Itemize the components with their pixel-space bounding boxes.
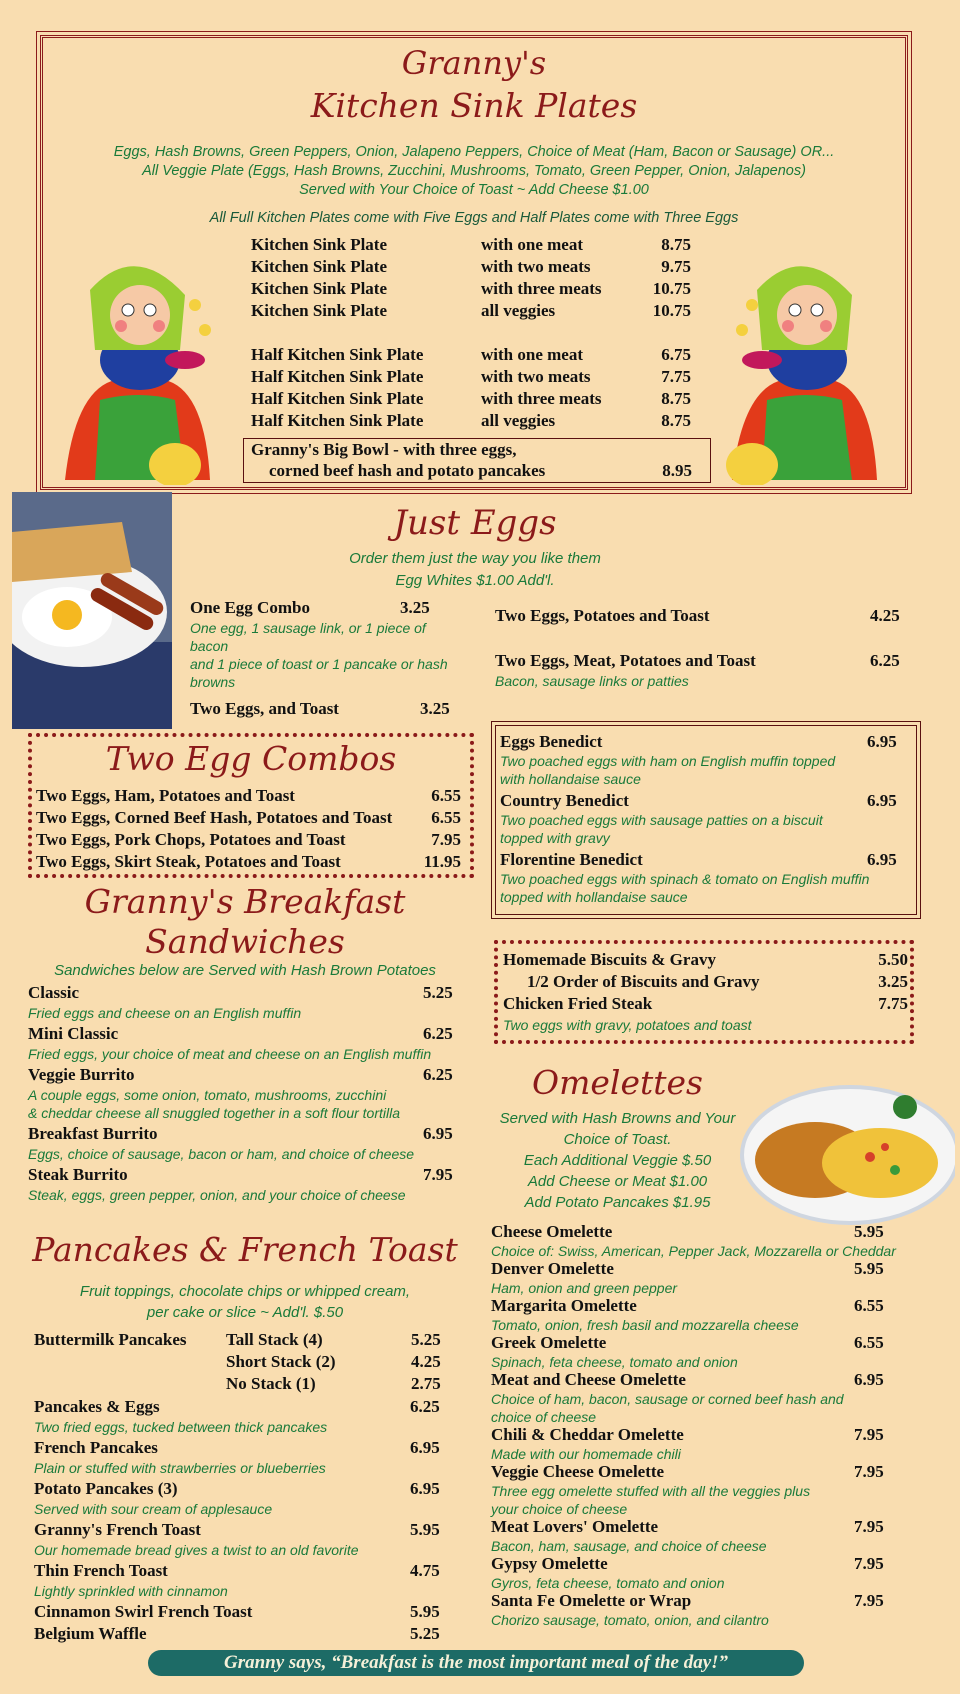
big-bowl-box: [243, 438, 711, 483]
list-item: [28, 1124, 458, 1165]
item-price: 4.75: [410, 1561, 440, 1580]
item-option: with two meats: [481, 257, 591, 276]
item-price: 6.55: [431, 786, 461, 805]
kitchen-title-2: Kitchen Sink Plates: [310, 86, 638, 125]
item-name: Mini Classic: [28, 1024, 119, 1043]
item-name: Kitchen Sink Plate: [251, 235, 388, 254]
item-desc: Lightly sprinkled with cinnamon: [34, 1583, 228, 1599]
item-price: 6.25: [870, 651, 900, 670]
sandwiches-title-2: Sandwiches: [145, 922, 345, 961]
footer-quote: Granny says, “Breakfast is the most important meal of the day!”: [223, 1652, 729, 1673]
item-price: 7.95: [854, 1462, 884, 1481]
list-item: [36, 808, 466, 830]
item-name: Two Eggs, Ham, Potatoes and Toast: [36, 786, 295, 805]
item-price: 3.25: [420, 699, 450, 718]
item-price: 7.95: [854, 1591, 884, 1610]
item-desc: Two poached eggs with ham on English muffin topped: [500, 753, 836, 769]
item-price: 7.75: [878, 994, 908, 1013]
item-name: Half Kitchen Sink Plate: [251, 411, 424, 430]
item-desc: Gyros, feta cheese, tomato and onion: [491, 1575, 725, 1591]
list-item: [491, 1333, 921, 1370]
big-bowl-line-1: Granny's Big Bowl - with three eggs,: [251, 440, 517, 459]
big-bowl-price: 8.95: [662, 461, 692, 480]
item-name: Kitchen Sink Plate: [251, 279, 388, 298]
list-item: [34, 1624, 454, 1646]
two-eggs-potatoes: [495, 606, 905, 627]
item-desc: Two eggs with gravy, potatoes and toast: [503, 1017, 752, 1033]
bottom-strip: [0, 1694, 960, 1705]
item-name: 1/2 Order of Biscuits and Gravy: [527, 972, 760, 991]
item-name: Greek Omelette: [491, 1333, 607, 1352]
item-price: 11.95: [423, 852, 461, 871]
item-name: Buttermilk Pancakes: [34, 1330, 187, 1349]
pancakes-list: [34, 1397, 454, 1646]
item-name: Two Eggs, and Toast: [190, 699, 339, 718]
item-name: Steak Burrito: [28, 1165, 128, 1184]
item-price: 5.95: [410, 1520, 440, 1539]
item-name: Santa Fe Omelette or Wrap: [491, 1591, 692, 1610]
item-desc: A couple eggs, some onion, tomato, mushrooms, zucchini: [28, 1087, 387, 1103]
item-desc: Two fried eggs, tucked between thick pancakes: [34, 1419, 328, 1435]
omelette-photo: [735, 1075, 955, 1225]
kitchen-desc-1: Eggs, Hash Browns, Green Peppers, Onion, Jalapeno Peppers, Choice of Meat (Ham, Bacon or Sausage) OR...: [113, 144, 835, 160]
item-name: Kitchen Sink Plate: [251, 301, 388, 320]
list-item: [34, 1438, 454, 1479]
kitchen-row: [251, 257, 751, 279]
list-item: [28, 983, 458, 1024]
item-name: Two Eggs, Pork Chops, Potatoes and Toast: [36, 830, 346, 849]
list-item: [226, 1330, 456, 1352]
item-desc: Choice of ham, bacon, sausage or corned beef hash and: [491, 1391, 844, 1407]
benedict-box: [491, 721, 921, 919]
omelettes-sub-line: Choice of Toast.: [563, 1131, 672, 1148]
item-price: 6.95: [867, 732, 897, 751]
item-name: Chili & Cheddar Omelette: [491, 1425, 684, 1444]
sandwiches-title-1: Granny's Breakfast: [84, 882, 406, 921]
kitchen-table: [251, 235, 751, 433]
kitchen-row: [251, 235, 751, 257]
two-eggs-meat: [495, 651, 905, 690]
item-name: Half Kitchen Sink Plate: [251, 367, 424, 386]
item-desc: Made with our homemade chili: [491, 1446, 681, 1462]
just-eggs-sub-1: Order them just the way you like them: [349, 550, 601, 567]
list-item: [28, 1024, 458, 1065]
list-item: [491, 1517, 921, 1554]
eggs-bacon-photo: [12, 492, 172, 729]
item-desc: One egg, 1 sausage link, or 1 piece of bacon: [190, 620, 426, 654]
item-price: 6.95: [867, 791, 897, 810]
two-eggs-toast: [190, 699, 460, 720]
benedict-item: [500, 732, 910, 788]
omelettes-sub-line: Add Cheese or Meat $1.00: [527, 1173, 708, 1190]
kitchen-title-1: Granny's: [401, 44, 547, 82]
omelettes-sub-line: Served with Hash Browns and Your: [499, 1110, 736, 1127]
item-name: Eggs Benedict: [500, 732, 603, 751]
item-option: with one meat: [481, 345, 583, 364]
omelettes-title: Omelettes: [532, 1063, 703, 1102]
item-name: Potato Pancakes (3): [34, 1479, 178, 1498]
item-option: all veggies: [481, 411, 556, 430]
item-name: Denver Omelette: [491, 1259, 614, 1278]
item-desc: Eggs, choice of sausage, bacon or ham, and choice of cheese: [28, 1146, 415, 1162]
item-price: 4.25: [411, 1352, 441, 1371]
item-option: with two meats: [481, 367, 591, 386]
one-egg-combo: [190, 598, 460, 691]
kitchen-row: [251, 279, 751, 301]
item-price: 8.75: [661, 411, 691, 430]
list-item: [503, 994, 908, 1016]
item-price: 9.75: [661, 257, 691, 276]
biscuits-list: [503, 950, 908, 1034]
item-name: Half Kitchen Sink Plate: [251, 345, 424, 364]
list-item: [491, 1462, 921, 1517]
biscuits-box: [494, 940, 914, 1044]
list-item: [491, 1370, 921, 1425]
list-item: [34, 1561, 454, 1602]
item-name: Granny's French Toast: [34, 1520, 201, 1539]
item-price: 10.75: [652, 301, 691, 320]
item-price: 7.95: [431, 830, 461, 849]
item-desc: Steak, eggs, green pepper, onion, and your choice of cheese: [28, 1187, 406, 1203]
item-price: 6.25: [423, 1065, 453, 1084]
item-price: 5.25: [411, 1330, 441, 1349]
item-name: French Pancakes: [34, 1438, 158, 1457]
item-price: 4.25: [870, 606, 900, 625]
item-name: Meat and Cheese Omelette: [491, 1370, 686, 1389]
list-item: [226, 1374, 456, 1396]
item-name: Two Eggs, Meat, Potatoes and Toast: [495, 651, 756, 670]
item-desc: Bacon, sausage links or patties: [495, 673, 689, 689]
item-desc: topped with hollandaise sauce: [500, 889, 688, 905]
kitchen-desc-2: All Veggie Plate (Eggs, Hash Browns, Zucchini, Mushrooms, Tomato, Green Pepper, Onion, Jalapenos): [142, 163, 806, 179]
item-price: 10.75: [652, 279, 691, 298]
just-eggs-sub-2: Egg Whites $1.00 Add'l.: [395, 572, 555, 589]
footer-banner: [148, 1650, 804, 1676]
item-price: 6.55: [854, 1333, 884, 1352]
item-price: 6.75: [661, 345, 691, 364]
list-item: [34, 1602, 454, 1624]
item-price: 5.25: [423, 983, 453, 1002]
omelettes-sub-line: Add Potato Pancakes $1.95: [524, 1194, 711, 1211]
item-price: 7.95: [854, 1554, 884, 1573]
kitchen-row: [251, 367, 751, 389]
item-price: 6.25: [410, 1397, 440, 1416]
item-desc: Our homemade bread gives a twist to an old favorite: [34, 1542, 359, 1558]
item-desc: Tomato, onion, fresh basil and mozzarella cheese: [491, 1317, 799, 1333]
item-desc: Chorizo sausage, tomato, onion, and cilantro: [491, 1612, 769, 1628]
item-name: Classic: [28, 983, 79, 1002]
kitchen-desc-4: All Full Kitchen Plates come with Five Eggs and Half Plates come with Three Eggs: [209, 210, 739, 226]
list-item: [36, 830, 466, 852]
pancakes-title: Pancakes & French Toast: [32, 1230, 458, 1269]
combos-list: [36, 786, 466, 874]
item-price: 7.95: [854, 1425, 884, 1444]
item-desc: Two poached eggs with spinach & tomato on English muffin: [500, 871, 870, 887]
list-item: [28, 1165, 458, 1206]
item-price: 6.95: [854, 1370, 884, 1389]
item-name: Half Kitchen Sink Plate: [251, 389, 424, 408]
item-price: 6.55: [431, 808, 461, 827]
item-price: 6.95: [410, 1479, 440, 1498]
item-option: with three meats: [481, 389, 602, 408]
item-desc: topped with gravy: [500, 830, 610, 846]
item-name: Florentine Benedict: [500, 850, 643, 869]
big-bowl-line-2: corned beef hash and potato pancakes: [269, 461, 546, 480]
list-item: [34, 1479, 454, 1520]
item-price: 6.95: [423, 1124, 453, 1143]
sandwiches-list: [28, 983, 458, 1206]
item-name: Thin French Toast: [34, 1561, 168, 1580]
item-price: 5.25: [410, 1624, 440, 1643]
item-price: 8.75: [661, 389, 691, 408]
pancakes-sub-1: Fruit toppings, chocolate chips or whipped cream,: [79, 1283, 411, 1300]
item-name: Margarita Omelette: [491, 1296, 637, 1315]
list-item: [491, 1296, 921, 1333]
two-egg-combos-box: [28, 733, 474, 878]
item-desc: Bacon, ham, sausage, and choice of cheese: [491, 1538, 767, 1554]
pancakes-sub-2: per cake or slice ~ Add'l. $.50: [146, 1304, 344, 1321]
item-desc: & cheddar cheese all snuggled together in a soft flour tortilla: [28, 1105, 401, 1121]
list-item: [34, 1520, 454, 1561]
item-name: Kitchen Sink Plate: [251, 257, 388, 276]
item-name: Short Stack (2): [226, 1352, 336, 1371]
list-item: [36, 786, 466, 808]
item-name: No Stack (1): [226, 1374, 316, 1393]
item-name: Cheese Omelette: [491, 1222, 613, 1241]
sandwiches-sub: Sandwiches below are Served with Hash Brown Potatoes: [54, 962, 436, 979]
buttermilk-pancakes: [34, 1330, 454, 1400]
list-item: [491, 1259, 921, 1296]
list-item: [491, 1222, 921, 1259]
list-item: [503, 972, 908, 994]
item-desc: Fried eggs, your choice of meat and cheese on an English muffin: [28, 1046, 432, 1062]
item-price: 8.75: [661, 235, 691, 254]
item-desc: Three egg omelette stuffed with all the veggies plus: [491, 1483, 811, 1499]
item-price: 5.95: [854, 1222, 884, 1241]
item-price: 7.75: [661, 367, 691, 386]
item-name: Tall Stack (4): [226, 1330, 323, 1349]
item-name: Two Eggs, Corned Beef Hash, Potatoes and Toast: [36, 808, 393, 827]
item-desc: your choice of cheese: [491, 1501, 628, 1517]
item-price: 7.95: [423, 1165, 453, 1184]
item-desc: Fried eggs and cheese on an English muffin: [28, 1005, 302, 1021]
item-desc: browns: [190, 674, 236, 690]
item-name: Breakfast Burrito: [28, 1124, 158, 1143]
item-name: Two Eggs, Potatoes and Toast: [495, 606, 710, 625]
item-desc: Served with sour cream of applesauce: [34, 1501, 273, 1517]
omelettes-sub: [490, 1108, 745, 1213]
list-item: [491, 1591, 921, 1628]
list-item: [36, 852, 466, 874]
item-price: 5.50: [878, 950, 908, 969]
granny-illustration-right: [722, 240, 892, 485]
list-item: [491, 1425, 921, 1462]
item-price: 6.25: [423, 1024, 453, 1043]
item-name: Chicken Fried Steak: [503, 994, 653, 1013]
item-price: 2.75: [411, 1374, 441, 1393]
item-price: 6.95: [410, 1438, 440, 1457]
item-name: Veggie Cheese Omelette: [491, 1462, 665, 1481]
item-option: with one meat: [481, 235, 583, 254]
list-item: [503, 950, 908, 972]
item-name: Gypsy Omelette: [491, 1554, 608, 1573]
benedict-item: [500, 850, 910, 906]
item-price: 3.25: [400, 598, 430, 617]
item-price: 5.95: [854, 1259, 884, 1278]
kitchen-row: [251, 301, 751, 323]
item-price: 6.55: [854, 1296, 884, 1315]
item-name: One Egg Combo: [190, 598, 310, 617]
item-name: Meat Lovers' Omelette: [491, 1517, 659, 1536]
item-price: 7.95: [854, 1517, 884, 1536]
omelettes-sub-line: Each Additional Veggie $.50: [523, 1152, 712, 1169]
kitchen-row: [251, 389, 751, 411]
list-item: [28, 1065, 458, 1124]
item-desc: Choice of: Swiss, American, Pepper Jack, Mozzarella or Cheddar: [491, 1243, 896, 1259]
item-name: Cinnamon Swirl French Toast: [34, 1602, 253, 1621]
item-name: Belgium Waffle: [34, 1624, 147, 1643]
item-option: with three meats: [481, 279, 602, 298]
item-desc: with hollandaise sauce: [500, 771, 641, 787]
item-price: 5.95: [410, 1602, 440, 1621]
item-name: Pancakes & Eggs: [34, 1397, 160, 1416]
kitchen-row: [251, 345, 751, 367]
benedict-item: [500, 791, 910, 847]
item-name: Country Benedict: [500, 791, 629, 810]
item-price: 6.95: [867, 850, 897, 869]
list-item: [491, 1554, 921, 1591]
granny-illustration-left: [55, 240, 225, 485]
item-desc: Ham, onion and green pepper: [491, 1280, 678, 1296]
item-desc: Two poached eggs with sausage patties on a biscuit: [500, 812, 823, 828]
item-price: 3.25: [878, 972, 908, 991]
kitchen-row: [251, 411, 751, 433]
item-name: Veggie Burrito: [28, 1065, 135, 1084]
list-item: [226, 1352, 456, 1374]
omelettes-list: [491, 1222, 921, 1628]
two-egg-combos-title: Two Egg Combos: [105, 739, 397, 778]
list-item: [34, 1397, 454, 1438]
item-name: Homemade Biscuits & Gravy: [503, 950, 716, 969]
item-desc: choice of cheese: [491, 1409, 597, 1425]
item-desc: Plain or stuffed with strawberries or blueberries: [34, 1460, 326, 1476]
just-eggs-title: Just Eggs: [393, 503, 557, 543]
kitchen-desc-3: Served with Your Choice of Toast ~ Add Cheese $1.00: [299, 182, 649, 198]
item-name: Two Eggs, Skirt Steak, Potatoes and Toast: [36, 852, 341, 871]
item-desc: Spinach, feta cheese, tomato and onion: [491, 1354, 738, 1370]
item-desc: and 1 piece of toast or 1 pancake or hash: [190, 656, 448, 672]
item-option: all veggies: [481, 301, 556, 320]
